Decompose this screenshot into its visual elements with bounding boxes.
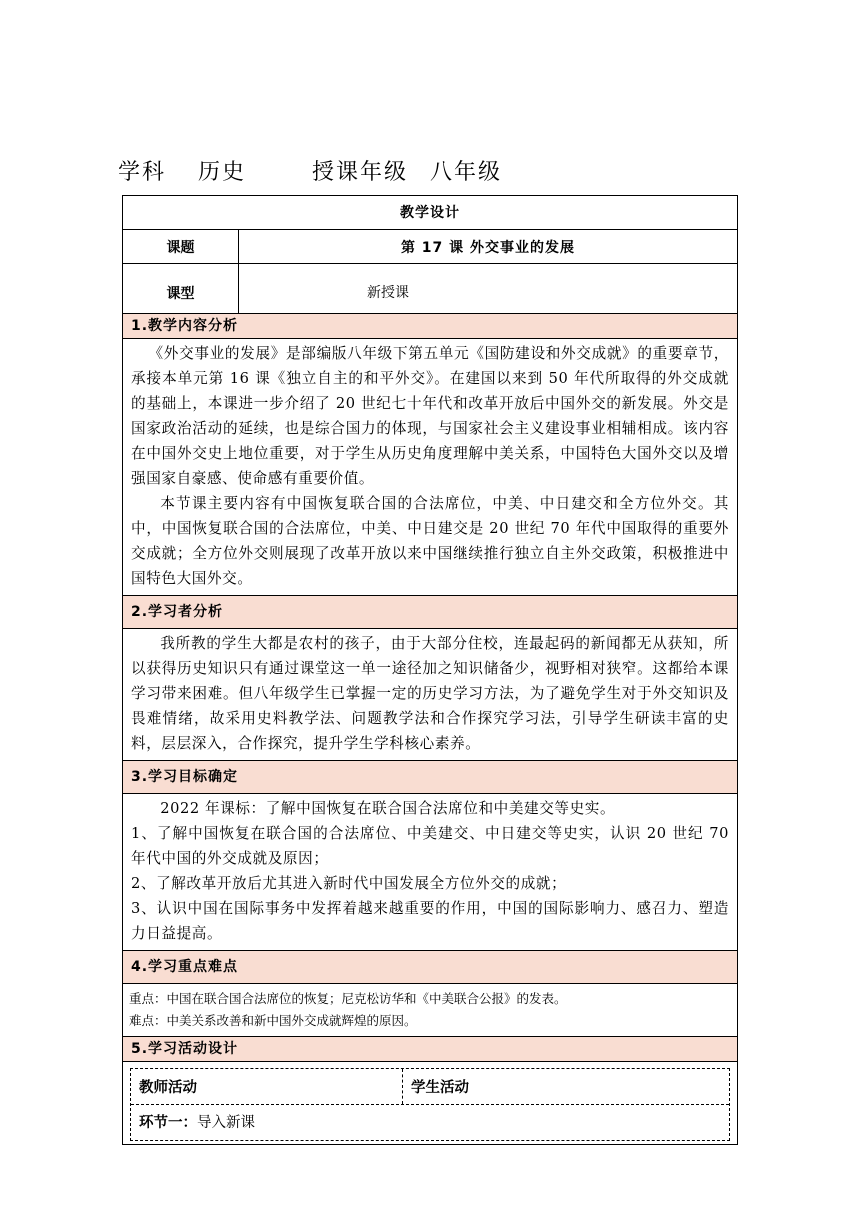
student-activity-header: 学生活动	[411, 1080, 469, 1096]
paragraph: 《外交事业的发展》是部编版八年级下第五单元《国防建设和外交成就》的重要章节，承接本单元第 16 课《独立自主的和平外交》。在建国以来到 50 年代所取得的外交成就的基础上，本课进一步介绍了 20 世纪七十年代和改革开放后中国外交的新发展。外交是国家政治活动的延续，也是综合国力的体现，与国家社会主义建设事业相辅相成。该内容在中国外交史上地位重要，对于学生从历史角度理解中美关系，中国特色大国外交以及增强国家自豪感、使命感有重要价值。	[131, 345, 729, 487]
step-text: 导入新课	[197, 1115, 255, 1131]
lesson-label: 课题	[123, 230, 239, 263]
section-heading: 5.学习活动设计	[123, 1037, 737, 1062]
objective-item: 1、了解中国恢复在联合国的合法席位、中美建交、中日建交等史实，认识 20 世纪 70 年代中国的外交成就及原因；	[131, 825, 729, 867]
key-point: 重点：中国在联合国合法席位的恢复；尼克松访华和《中美联合公报》的发表。	[129, 991, 567, 1006]
grade-value: 八年级	[430, 160, 503, 185]
activity-header	[131, 1069, 729, 1105]
section-body	[123, 629, 737, 760]
lesson-value: 第 17 课 外交事业的发展	[400, 239, 576, 256]
section-content-analysis	[123, 314, 737, 596]
objective-item: 3、认识中国在国际事务中发挥着越来越重要的作用，中国的国际影响力、感召力、塑造力日益提高。	[131, 900, 729, 942]
activity-area	[123, 1062, 737, 1144]
difficult-point: 难点：中美关系改善和新中国外交成就辉煌的原因。	[129, 1013, 417, 1028]
grade-label: 授课年级	[312, 160, 409, 185]
type-label: 课型	[123, 264, 239, 313]
section-body	[123, 984, 737, 1036]
table-title: 教学设计	[123, 196, 737, 230]
section-learner-analysis	[123, 596, 737, 761]
section-heading: 3.学习目标确定	[123, 761, 737, 794]
step-label: 环节一：	[139, 1115, 197, 1131]
paragraph: 我所教的学生大都是农村的孩子，由于大部分住校，连最起码的新闻都无从获知，所以获得历史知识只有通过课堂这一单一途径加之知识储备少，视野相对狭窄。这都给本课学习带来困难。但八年级学生已掌握一定的历史学习方法，为了避免学生对于外交知识及畏难情绪，故采用史料教学法、问题教学法和合作探究学习法，引导学生研读丰富的史料，层层深入，合作探究，提升学生学科核心素养。	[131, 635, 729, 752]
subject-label: 学科	[118, 160, 167, 185]
curriculum-standard: 2022 年课标：了解中国恢复在联合国合法席位和中美建交等史实。	[160, 800, 616, 817]
section-body	[123, 339, 737, 595]
type-value: 新授课	[367, 284, 409, 301]
activity-table	[130, 1068, 730, 1141]
section-heading: 2.学习者分析	[123, 596, 737, 629]
activity-step	[131, 1105, 729, 1141]
lesson-row	[123, 230, 737, 264]
section-heading: 1.教学内容分析	[123, 314, 737, 339]
objective-item: 2、了解改革开放后尤其进入新时代中国发展全方位外交的成就；	[131, 875, 567, 892]
section-activities	[123, 1037, 737, 1144]
section-body	[123, 794, 737, 950]
type-row	[123, 264, 737, 314]
section-heading: 4.学习重点难点	[123, 951, 737, 984]
teacher-activity-header: 教师活动	[131, 1069, 403, 1104]
section-key-points	[123, 951, 737, 1037]
subject-value: 历史	[198, 160, 247, 185]
lesson-plan-table	[122, 195, 738, 1145]
paragraph: 本节课主要内容有中国恢复联合国的合法席位，中美、中日建交和全方位外交。其中，中国恢复联合国的合法席位，中美、中日建交是 20 世纪 70 年代中国取得的重要外交成就；全方位外交则展现了改革开放以来中国继续推行独立自主外交政策，积极推进中国特色大国外交。	[131, 495, 729, 587]
section-objectives	[123, 761, 737, 951]
